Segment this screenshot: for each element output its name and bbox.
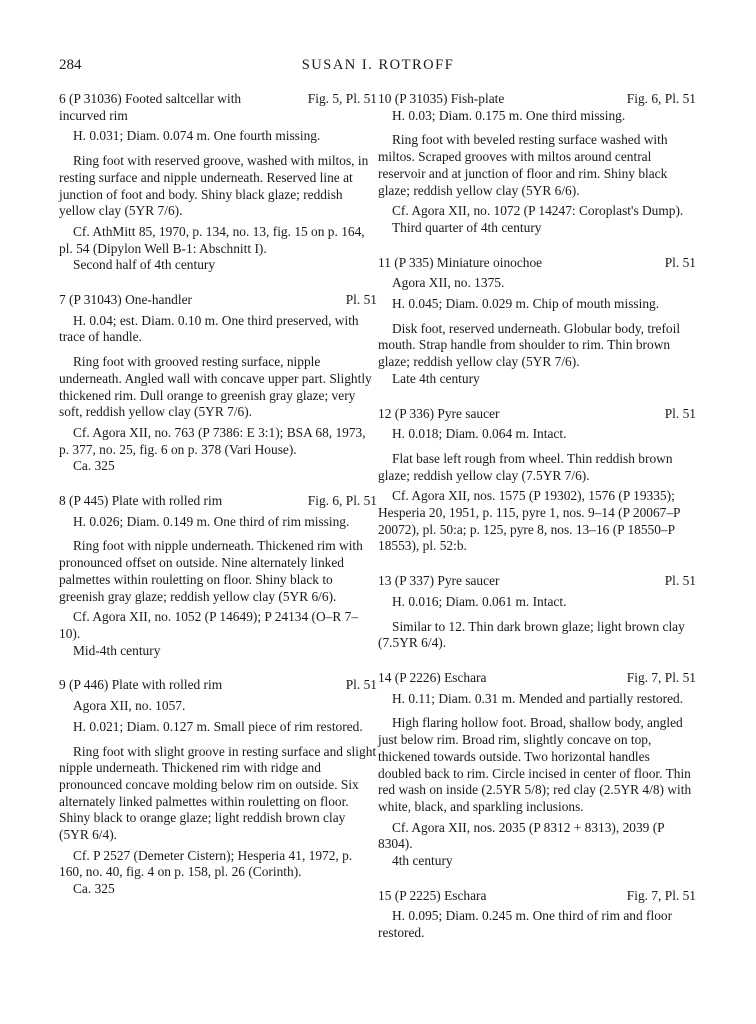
figure-ref: Fig. 7, Pl. 51 — [626, 887, 696, 903]
catalog-entry — [378, 888, 696, 942]
entry-title-text: 6 (P 31036) Footed saltcellar with incurved rim — [59, 91, 242, 123]
page-header — [59, 57, 697, 77]
entry-comparanda: Cf. Agora XII, nos. 1575 (P 19302), 1576 (P 19335); Hesperia 20, 1951, p. 115, pyre 1, nos. 9–14 (P 20067–P 20072), pl. 50:a; p. 125, pyre 8, nos. 13–16 (P 18550–P 18553), pl. 52:b. — [378, 488, 681, 554]
entry-dimensions: H. 0.04; est. Diam. 0.10 m. One third preserved, with trace of handle. — [59, 312, 359, 345]
entry-dimensions: H. 0.026; Diam. 0.149 m. One third of rim missing. — [73, 513, 350, 529]
entry-title — [378, 670, 696, 687]
entry-title — [378, 255, 696, 272]
catalog-entry — [378, 91, 696, 237]
figure-ref: Pl. 51 — [345, 292, 377, 308]
entry-dimensions: H. 0.095; Diam. 0.245 m. One third of rim and floor restored. — [378, 908, 673, 941]
catalog-entry — [378, 255, 696, 388]
entry-comparanda: Cf. Agora XII, no. 1072 (P 14247: Coroplast's Dump). — [392, 203, 684, 219]
entry-title-text: 13 (P 337) Pyre saucer — [378, 573, 500, 589]
entry-dimensions: H. 0.045; Diam. 0.029 m. Chip of mouth missing. — [392, 296, 660, 312]
entry-dimensions: H. 0.016; Diam. 0.061 m. Intact. — [392, 593, 567, 609]
entry-title — [378, 573, 696, 590]
entry-title-text: 11 (P 335) Miniature oinochoe — [378, 254, 543, 270]
entry-dimensions: H. 0.021; Diam. 0.127 m. Small piece of rim restored. — [73, 718, 363, 734]
entry-dimensions: H. 0.11; Diam. 0.31 m. Mended and partially restored. — [392, 690, 684, 706]
entry-title — [59, 677, 377, 694]
entry-title — [378, 91, 696, 108]
entry-dimensions: H. 0.031; Diam. 0.074 m. One fourth missing. — [73, 128, 321, 144]
figure-ref: Fig. 5, Pl. 51 — [307, 91, 377, 106]
entry-date: Ca. 325 — [73, 458, 115, 474]
entry-publication: Agora XII, no. 1375. — [392, 275, 505, 291]
entry-title — [59, 292, 377, 309]
entry-dimensions: H. 0.018; Diam. 0.064 m. Intact. — [392, 426, 567, 442]
figure-ref: Fig. 6, Pl. 51 — [626, 91, 696, 106]
running-head: SUSAN I. ROTROFF — [301, 57, 455, 73]
entry-comparanda: Cf. Agora XII, no. 1052 (P 14649); P 24134 (O–R 7–10). — [59, 609, 359, 641]
entry-date: Third quarter of 4th century — [392, 219, 542, 235]
entry-title-text: 8 (P 445) Plate with rolled rim — [59, 493, 223, 509]
catalog-entry — [59, 677, 377, 897]
entry-title-text: 15 (P 2225) Eschara — [378, 887, 487, 903]
entry-description: Ring foot with slight groove in resting surface and slight nipple underneath. Thickened rim with ridge and pronounced concave molding below rim on outside. Six alternately linked palmettes within rouletting on floor. Shiny black to orange glaze; light reddish brown clay (5YR 6/4). — [59, 743, 377, 843]
entry-date: Late 4th century — [392, 370, 480, 386]
entry-date: Second half of 4th century — [73, 257, 216, 273]
entry-date: Mid-4th century — [73, 642, 161, 658]
entry-comparanda: Cf. P 2527 (Demeter Cistern); Hesperia 41, 1972, p. 160, no. 40, fig. 4 on p. 158, pl. 26 (Corinth). — [59, 847, 353, 880]
catalog-entry — [378, 670, 696, 870]
figure-ref: Fig. 7, Pl. 51 — [626, 669, 696, 685]
entry-description: Ring foot with nipple underneath. Thickened rim with pronounced offset on outside. Nine alternately linked palmettes within rouletting on floor. Shiny black to greenish gray glaze; reddish yellow clay (5YR 6/6). — [59, 538, 363, 604]
entry-description: High flaring hollow foot. Broad, shallow body, angled just below rim. Broad rim, slightly concave on top, thickened towards outside. Two horizontal handles doubled back to rim. Circle incised in center of floor. Thin red wash on inside (2.5YR 5/8); red clay (2.5YR 4/8) with white, black, and sparkling inclusions. — [378, 715, 692, 814]
entry-title-text: 12 (P 336) Pyre saucer — [378, 405, 500, 421]
catalog-entry — [59, 91, 377, 274]
catalog-entry — [378, 406, 696, 556]
entry-title-text: 9 (P 446) Plate with rolled rim — [59, 677, 223, 693]
entry-description: Ring foot with reserved groove, washed with miltos, in resting surface and nipple underneath. Reserved line at junction of foot and body. Shiny black glaze; reddish yellow clay (5YR 7/6). — [59, 153, 369, 219]
figure-ref: Fig. 6, Pl. 51 — [307, 493, 377, 509]
entry-date: 4th century — [392, 853, 453, 869]
entry-title — [378, 888, 696, 905]
entry-title-text: 10 (P 31035) Fish-plate — [378, 91, 505, 106]
entry-title — [378, 406, 696, 423]
entry-title-text: 7 (P 31043) One-handler — [59, 292, 193, 308]
left-column — [59, 91, 377, 916]
entry-comparanda: Cf. AthMitt 85, 1970, p. 134, no. 13, fig. 15 on p. 164, pl. 54 (Dipylon Well B-1: Abschnitt I). — [59, 223, 365, 256]
entry-description: Similar to 12. Thin dark brown glaze; light brown clay (7.5YR 6/4). — [378, 618, 685, 651]
entry-comparanda: Cf. Agora XII, no. 763 (P 7386: E 3:1); BSA 68, 1973, p. 377, no. 25, fig. 6 on p. 378 (Vari House). — [59, 424, 366, 457]
entry-description: Flat base left rough from wheel. Thin reddish brown glaze; reddish yellow clay (7.5YR 7/6). — [378, 450, 673, 483]
entry-title — [59, 493, 377, 510]
entry-title-text: 14 (P 2226) Eschara — [378, 669, 487, 685]
entry-publication: Agora XII, no. 1057. — [73, 698, 186, 714]
figure-ref: Pl. 51 — [345, 677, 377, 693]
catalog-entry — [378, 573, 696, 652]
catalog-entry — [59, 493, 377, 659]
entry-description: Ring foot with beveled resting surface washed with miltos. Scraped grooves with miltos around central reservoir and at junction of floor and rim. Shiny black glaze; reddish yellow clay (5YR 6/6). — [378, 132, 668, 198]
catalog-entry — [59, 292, 377, 475]
entry-title — [59, 91, 377, 124]
entry-description: Disk foot, reserved underneath. Globular body, trefoil mouth. Strap handle from shoulder to rim. Thin brown glaze; reddish yellow clay (5YR 7/6). — [378, 320, 681, 370]
figure-ref: Pl. 51 — [664, 254, 696, 270]
figure-ref: Pl. 51 — [664, 573, 696, 589]
entry-comparanda: Cf. Agora XII, nos. 2035 (P 8312 + 8313), 2039 (P 8304). — [378, 819, 665, 852]
entry-dimensions: H. 0.03; Diam. 0.175 m. One third missing. — [392, 107, 626, 123]
entry-date: Ca. 325 — [73, 881, 115, 897]
figure-ref: Pl. 51 — [664, 405, 696, 421]
page-number: 284 — [59, 57, 82, 73]
right-column — [378, 91, 696, 960]
entry-description: Ring foot with grooved resting surface, nipple underneath. Angled wall with concave upper part. Slightly thickened rim. Dull orange to greenish gray glaze; very soft, reddish yellow clay (5YR 7/6). — [59, 354, 372, 420]
